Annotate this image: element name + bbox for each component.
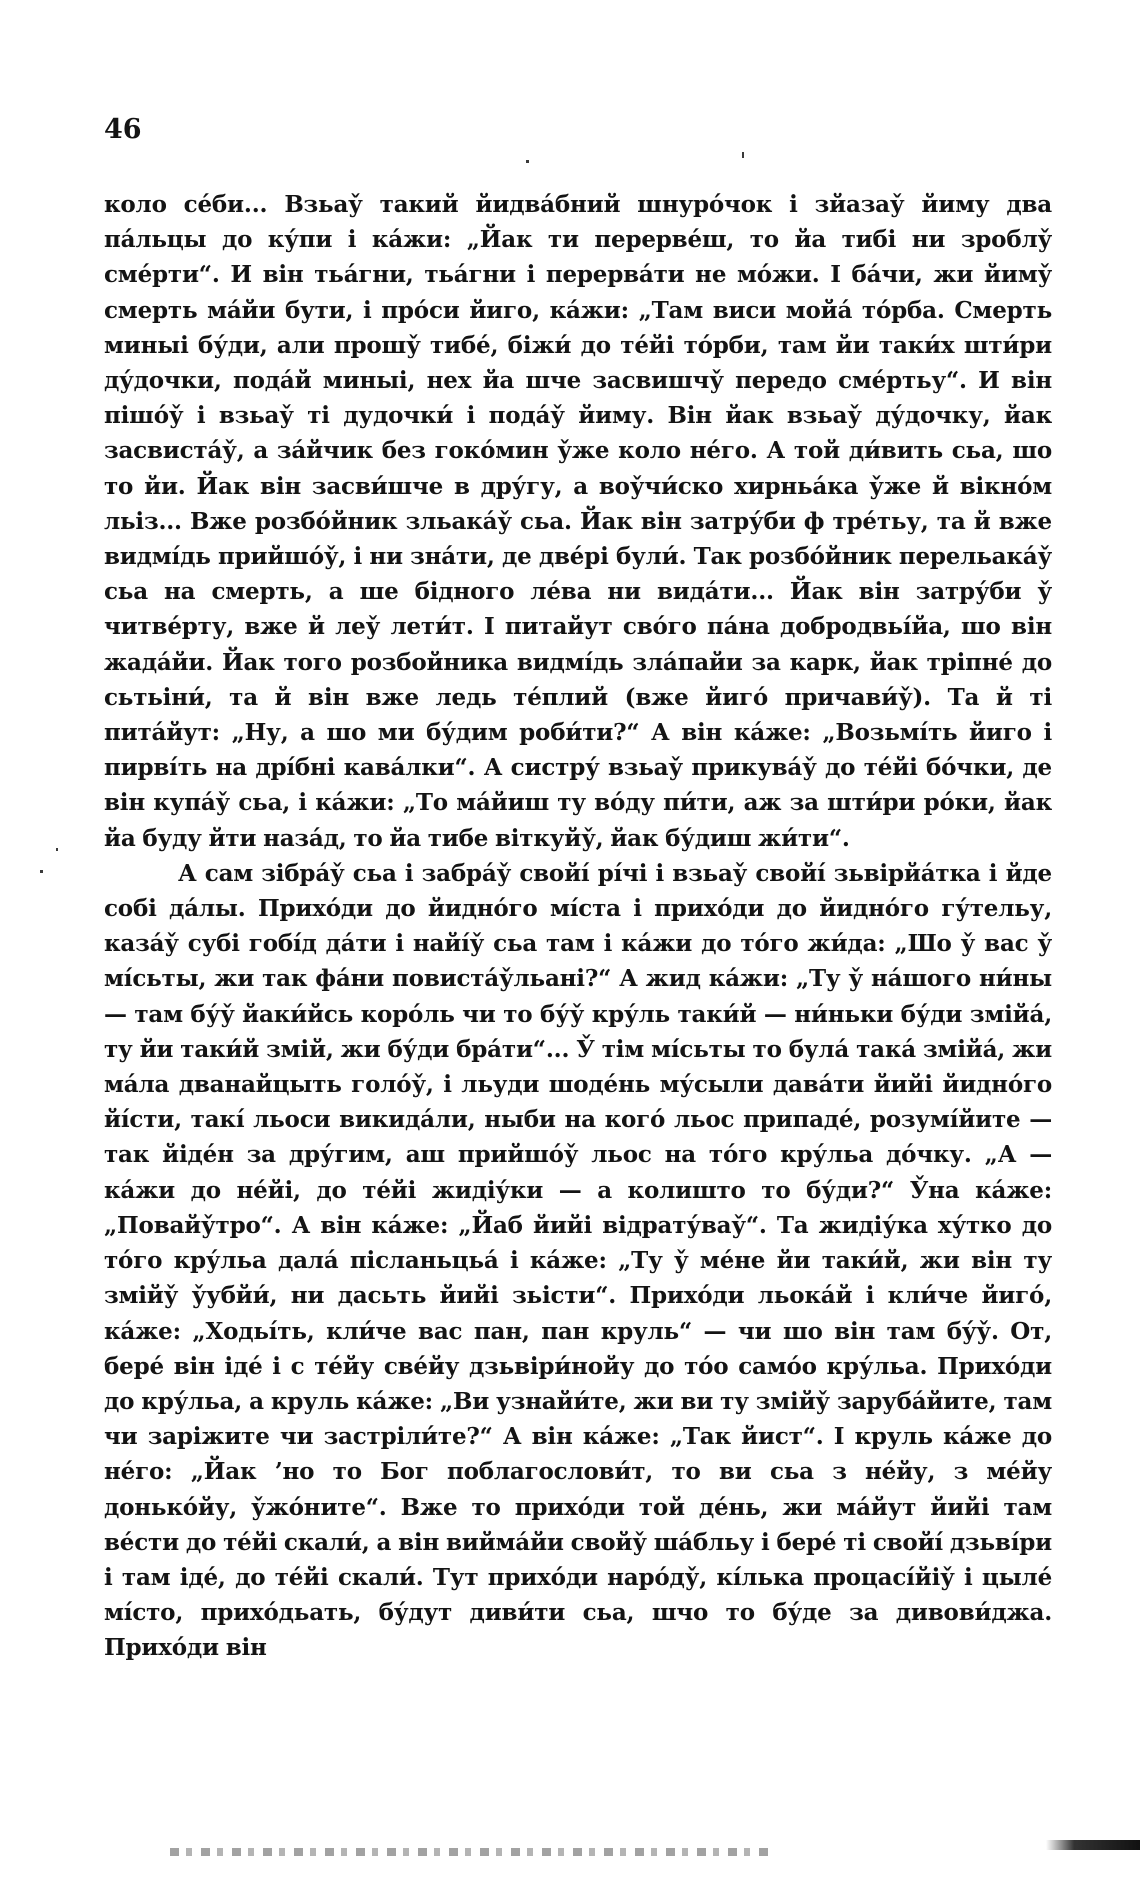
main-text: [104, 187, 1052, 1666]
scan-corner-mark: [1046, 1840, 1140, 1850]
paragraph-2: А сам зібра́у̌ сьа і забра́у̌ свойі́ рі́чі і взьау̌ свойі́ зьвірйа́тка і йде собі да́лы. Прихо́ди до йидно́го мі́ста і прихо́ди до йидно́го гу́тельу, каза́у̌ субі гобі́д да́ти і найі́у̌ сьа там і ка́жи до то́го жи́да: „Шо у̌ вас у̌ мі́сьты, жи так фа́ни повиста́у̌льані?“ А жид ка́жи: „Ту у̌ на́шого ни́ны — там бу́у̌ йаки́йсь коро́ль чи то бу́у̌ кру́ль таки́й — ни́ньки бу́ди змійа́, ту йи таки́й змій, жи бу́ди бра́ти“... У̌ тім мі́сьты то була́ така́ змійа́, жи ма́ла дванайцыть голо́у̌, і льуди шоде́нь му́сыли дава́ти йийі йидно́го йі́сти, такі́ льоси викида́ли, ныби на кого́ льос припаде́, розумі́йите — так йіде́н за дру́гим, аш прийшо́у̌ льос на то́го кру́льа до́чку. „А — ка́жи до не́йі, до те́йі жидіу́ки — а колишто то бу́ди?“ У̌на ка́же: „Повайу̌тро“. А він ка́же: „Йаб йийі відрату́вау̌“. Та жидіу́ка ху́тко до то́го кру́льа дала́ післаньцьа́ і ка́же: „Ту у̌ ме́не йи таки́й, жи він ту змійу̌ у̌убйи́, ни дасьть йийі зьісти“. Прихо́ди льока́й і кли́че йиго́, ка́же: „Ходьі́ть, кли́че вас пан, пан круль“ — чи шо він там бу́у̌. От, бере́ він іде́ і с те́йу све́йу дзьвіри́нойу до то́о само́о кру́льа. Прихо́ди до кру́льа, а круль ка́же: „Ви узнайи́те, жи ви ту змійу̌ заруба́йите, там чи заріжите чи застріли́те?“ А він ка́же: „Так йист“. І круль ка́же до не́го: „Йак ’но то Бог поблагослови́т, то ви сьа з не́йу, з ме́йу донько́йу, у̌жо́ните“. Вже то прихо́ди той де́нь, жи ма́йут йийі там ве́сти до те́йі скали́, а він вийма́йи свойу̌ ша́бльу і бере́ ті свойі́ дзьві́ри і там іде́, до те́йі скали́. Тут прихо́ди наро́ду̌, кі́лька процасі́йіу̌ і цыле́ мі́сто, прихо́дьать, бу́дут диви́ти сьа, шчо то бу́де за дивови́джа. Прихо́ди він: [104, 859, 1052, 1662]
paragraph-1: коло се́би... Взьау̌ такий йидва́бний шнуро́чок і зйазау̌ йиму два па́льцы до ку́пи і ка́жи: „Йак ти перерве́ш, то йа тибі ни зроблу̌ сме́рти“. И він тьа́гни, тьа́гни і перерва́ти не мо́жи. І ба́чи, жи йиму̌ смерть ма́йи бути, і про́си йиго, ка́жи: „Там виси мойа́ то́рба. Смерть миныі бу́ди, али прошу̌ тибе́, біжи́ до те́йі то́рби, там йи таки́х шти́ри ду́дочки, пода́й миныі, нех йа шче засвишчу̌ передо сме́ртьу“. И він пішо́у̌ і взьау̌ ті дудочки́ і пода́у̌ йиму. Він йак взьау̌ ду́дочку, йак засвиста́у̌, а за́йчик без гоко́мин у̌же коло не́го. А той ди́вить сьа, шо то йи. Йак він засви́шче в дру́гу, а воу̌чи́ско хирньа́ка у̌же й вікно́м льіз... Вже розбо́йник зльака́у̌ сьа. Йак він затру́би ф тре́тьу, та й вже видмі́дь прийшо́у̌, і ни зна́ти, де две́рі були́. Так розбо́йник перельака́у̌ сьа на смерть, а ше бідного ле́ва ни вида́ти... Йак він затру́би у̌ читве́рту, вже й леу̌ лети́т. І питайут сво́го па́на добродвьі́йа, шо він жада́йи. Йак того розбойника видмі́дь зла́пайи за карк, йак тріпне́ до сьтьіни́, та й він вже ледь те́плий (вже йиго́ причави́у̌). Та й ті пита́йут: „Ну, а шо ми бу́дим роби́ти?“ А він ка́же: „Возьмі́ть йиго і пирві́ть на дрі́бні кава́лки“. А систру́ взьау̌ прикува́у̌ до те́йі бо́чки, де він купа́у̌ сьа, і ка́жи: „То ма́йиш ту во́ду пи́ти, аж за шти́ри ро́ки, йак йа буду йти наза́д, то йа тибе віткуйу̌, йак бу́диш жи́ти“.: [104, 191, 1052, 852]
scan-speck: [56, 848, 58, 851]
scan-speck: [40, 870, 43, 873]
scan-speck: [742, 152, 744, 158]
scan-bottom-smear: [170, 1848, 770, 1856]
page-number: 46: [104, 114, 142, 145]
scan-speck: [526, 160, 529, 163]
